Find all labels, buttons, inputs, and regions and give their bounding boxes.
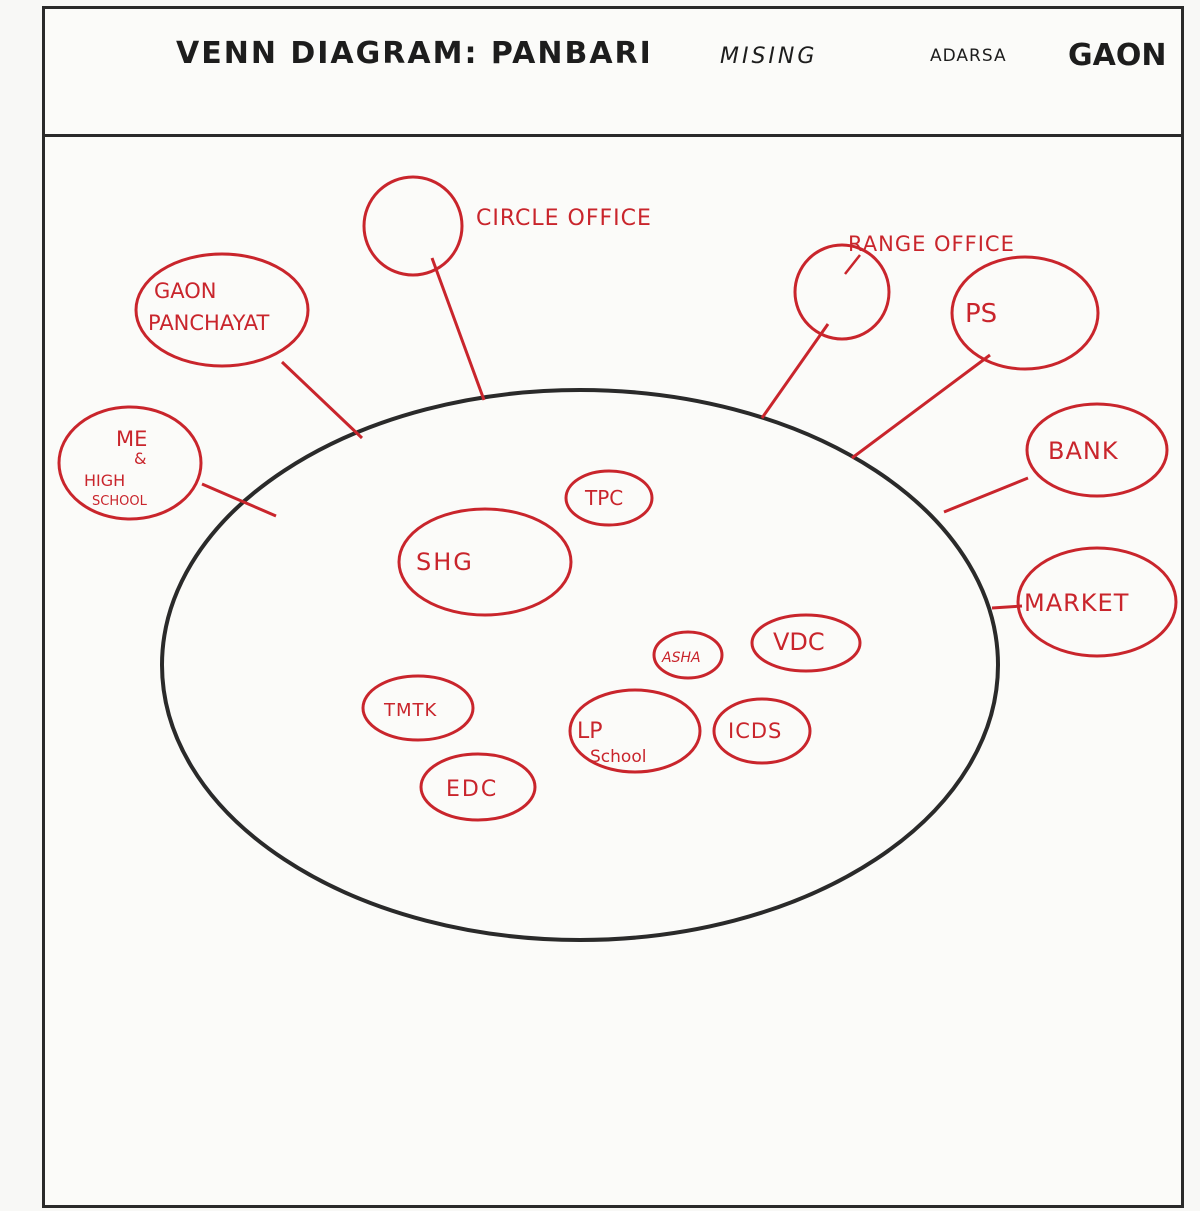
range-office-node [795,245,889,339]
connector-bank [944,478,1028,512]
market-label: MARKET [1024,589,1130,617]
tpc-label: TPC [585,486,624,510]
range-office-pointer [845,255,860,274]
range-office-label: RANGE OFFICE [848,232,1015,256]
connector-gaon-panchayat [282,362,362,438]
connector-range-office [762,324,828,418]
title-mising: MISING [720,44,818,69]
icds-label: ICDS [728,719,783,743]
ps-label: PS [965,299,998,329]
me-high-school-label-line2: & [134,449,147,468]
title-adarsa: ADARSA [930,46,1007,66]
connector-me-high-school [202,484,276,516]
vdc-label: VDC [773,628,825,656]
asha-label: ASHA [662,650,701,666]
bank-label: BANK [1048,437,1119,465]
me-high-school-label-line3: HIGH [84,471,126,490]
lp-school-label-line2: School [590,747,647,767]
gaon-panchayat-label-line2: PANCHAYAT [148,311,270,335]
me-high-school-label-line1: ME [116,427,148,451]
circle-office-label: CIRCLE OFFICE [476,206,652,231]
shg-label: SHG [416,548,474,576]
edc-label: EDC [446,777,499,802]
title-gaon: GAON [1068,38,1167,73]
gaon-panchayat-node [136,254,308,366]
connector-lines [202,258,1028,608]
tmtk-label: TMTK [384,700,438,721]
circle-office-node [364,177,462,275]
me-high-school-label-line4: SCHOOL [92,494,147,509]
village-circle [162,390,998,940]
title-main: VENN DIAGRAM: PANBARI [176,36,653,71]
connector-circle-office [432,258,484,400]
lp-school-label-line1: LP [577,719,603,744]
gaon-panchayat-label-line1: GAON [154,279,217,303]
connector-ps [852,355,990,458]
